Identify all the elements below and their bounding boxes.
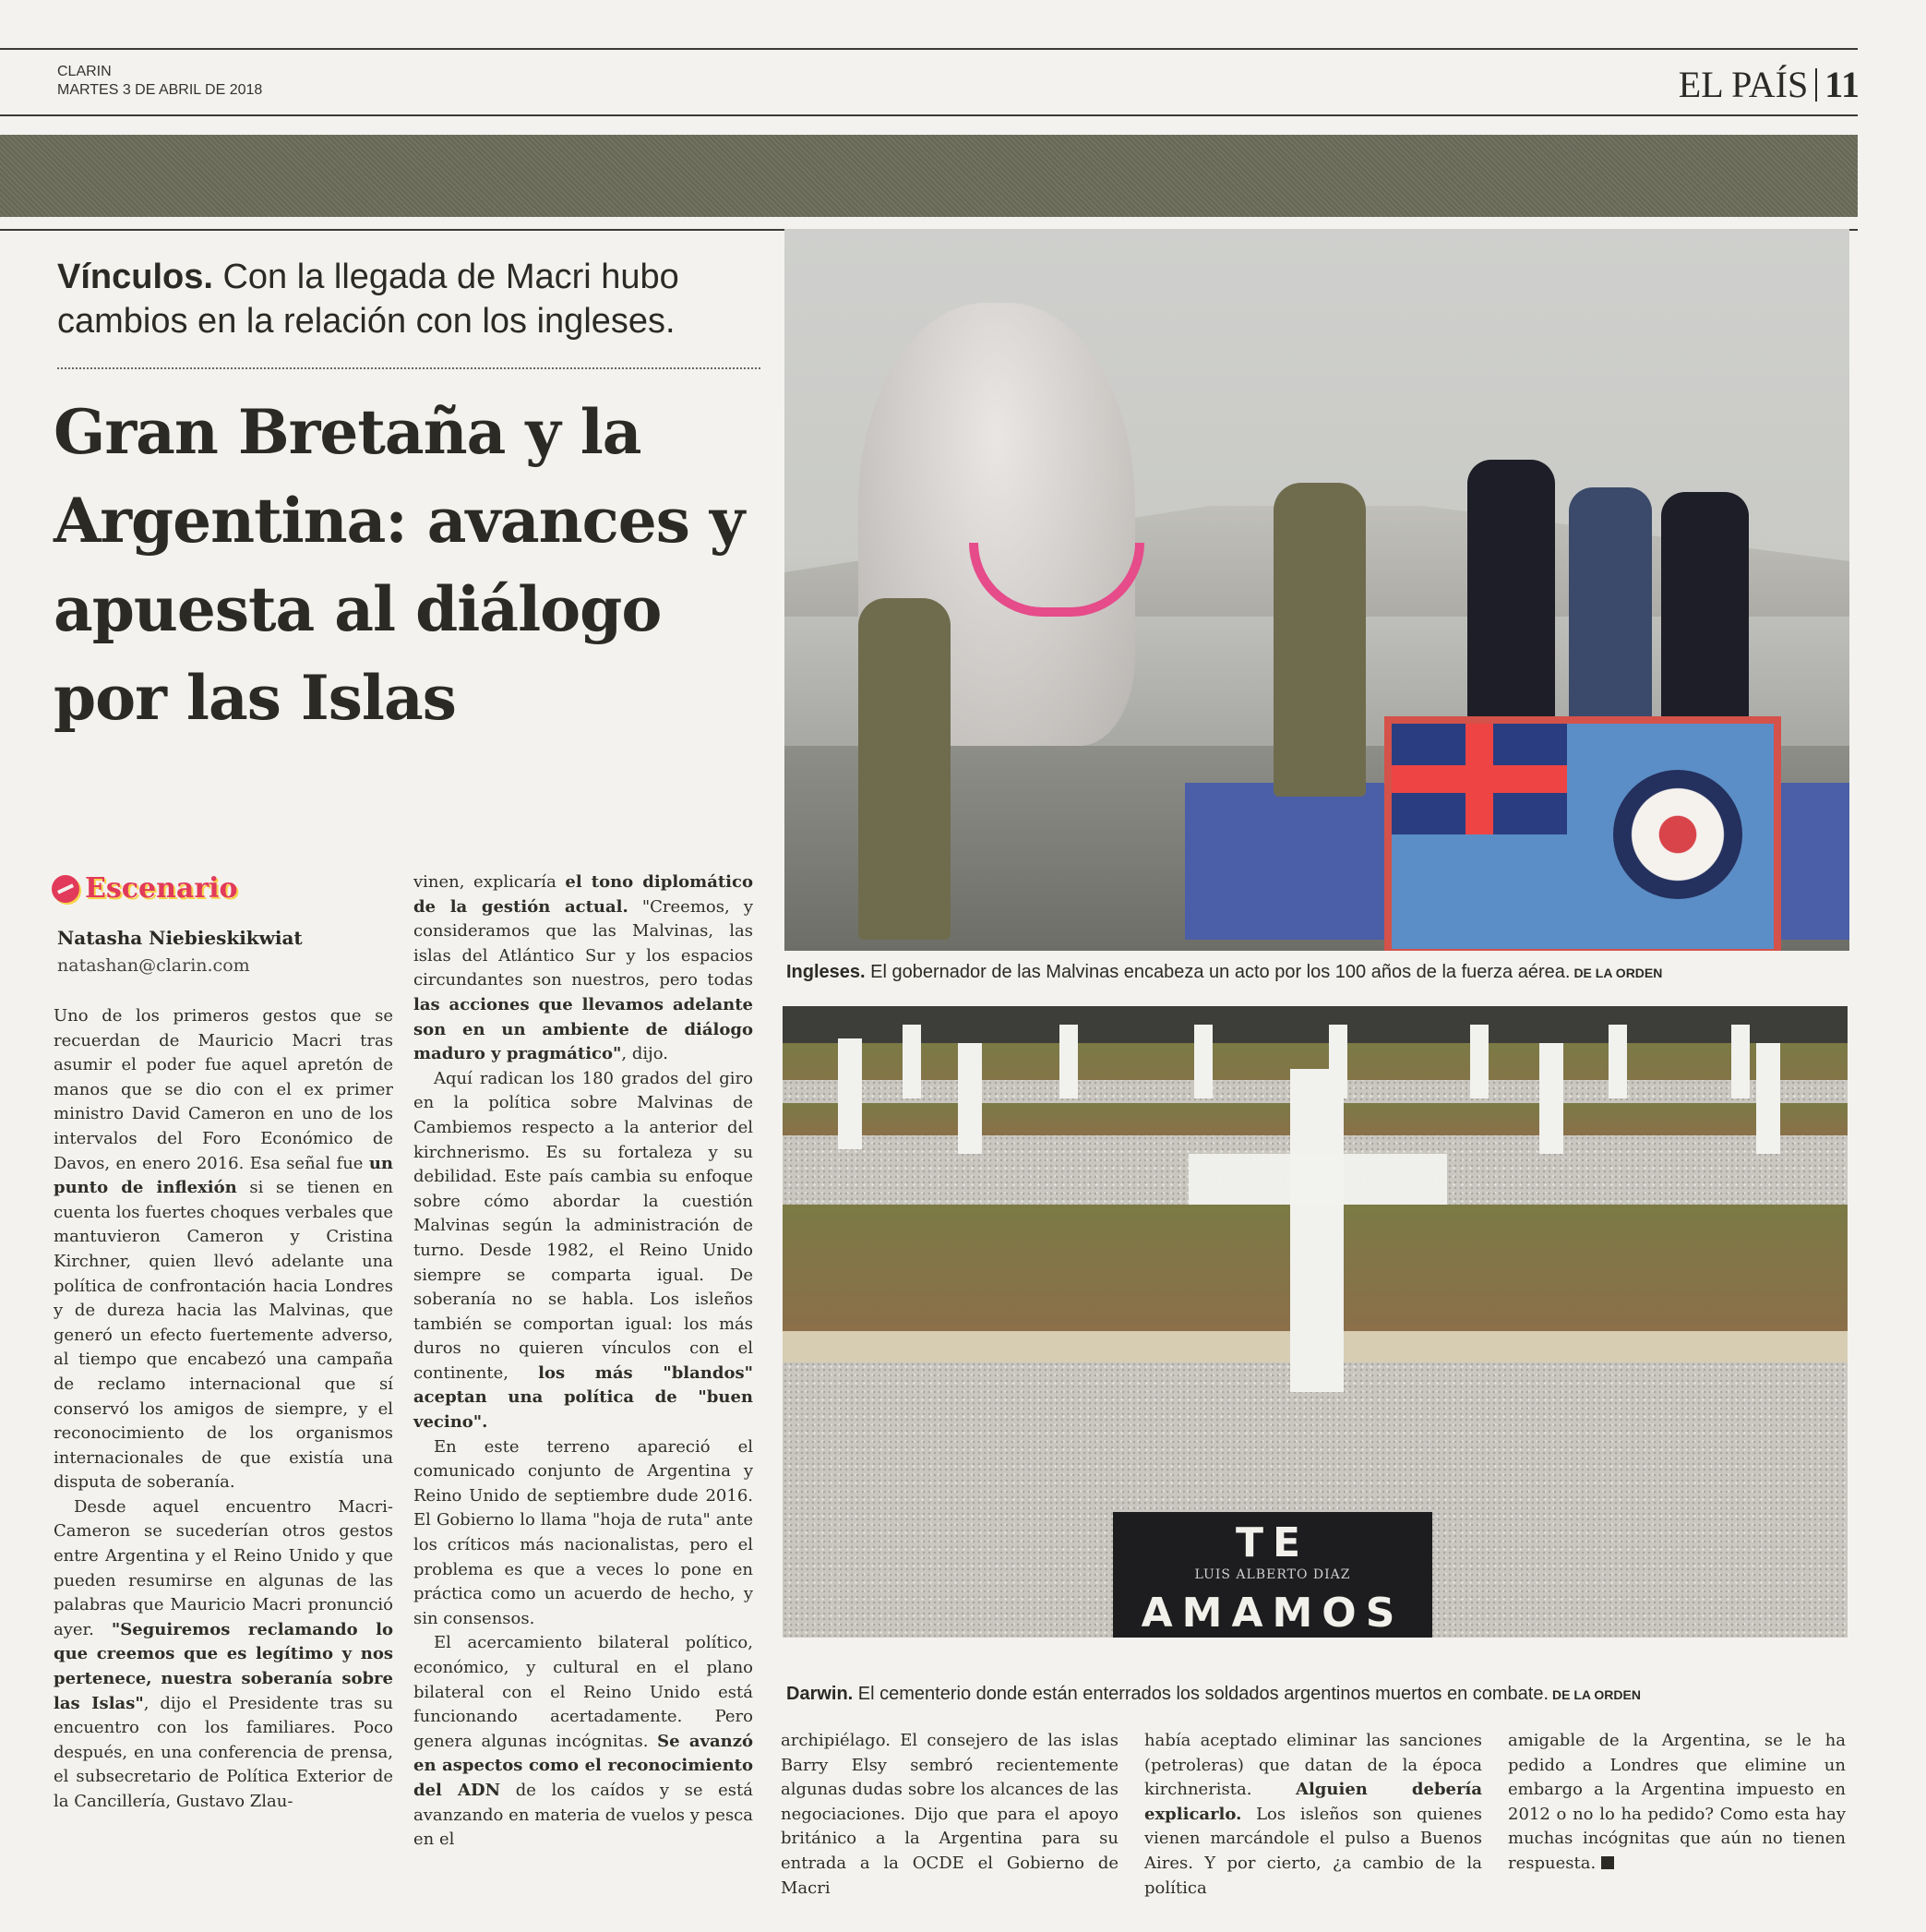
paragraph	[54, 1004, 393, 1495]
text-run: si se tienen en cuenta los fuertes choques verbales que mantuvieron Cameron y Cristina Kirchner, quien llevó adelante una política de confrontación hacia Londres y de dureza hacia las Malvinas, que generó un efecto fuertemente adverso, al tiempo que encabezó una campaña de reclamo internacional que sí conservó los amigos de siempre, y el reconocimiento de los organismos internacionales de que existía una disputa de soberanía.	[54, 1178, 393, 1493]
raf-roundel	[1613, 770, 1742, 899]
plaque-message-bottom: AMAMOS	[1141, 1590, 1405, 1637]
chaplain-figure	[1274, 483, 1366, 797]
author-email[interactable]: natashan@clarin.com	[57, 955, 250, 976]
author-name: Natasha Niebieskikwiat	[57, 927, 303, 949]
paragraph	[54, 1495, 393, 1815]
end-of-article-mark	[1601, 1856, 1614, 1869]
kicker-label: Vínculos.	[57, 258, 213, 296]
text-run: vinen, explicaría	[413, 872, 566, 892]
text-run: había aceptado eliminar las sanciones (petroleras) que datan de la época kirchnerista.	[1144, 1731, 1482, 1800]
issue-date: MARTES 3 DE ABRIL DE 2018	[57, 82, 263, 98]
cross	[1539, 1043, 1563, 1154]
cross	[1059, 1025, 1078, 1098]
top-rule	[0, 48, 1858, 50]
section-name: EL PAÍS	[1678, 64, 1809, 105]
masthead-left	[57, 63, 262, 100]
caption-label: Ingleses.	[786, 962, 866, 982]
masthead-bottom-rule	[0, 114, 1858, 116]
text-run: El acercamiento bilateral político, económico, y cultural en el plano bilateral con el Reino Unido está funcionando acertadamente. Pero genera algunas incógnitas.	[413, 1633, 753, 1751]
raf-officer-figure	[1569, 487, 1652, 727]
text-run: , dijo el Presidente tras su encuentro con los familiares. Poco después, en una conferencia de prensa, el subsecretario de Política Exterior de la Cancillería, Gustavo Zlau-	[54, 1693, 394, 1811]
photo-credit: DE LA ORDEN	[1573, 966, 1663, 980]
paragraph	[413, 1435, 753, 1632]
main-cross	[1290, 1069, 1344, 1392]
army-officer-figure	[1661, 492, 1749, 727]
section-separator	[1815, 68, 1817, 102]
cross	[1470, 1025, 1489, 1098]
caption-text: El gobernador de las Malvinas encabeza un acto por los 100 años de la fuerza aérea.	[865, 962, 1571, 982]
cross	[1756, 1043, 1780, 1154]
body-column-4	[1144, 1729, 1482, 1901]
grave-plaque	[1113, 1512, 1432, 1638]
paper-name: CLARIN	[57, 64, 112, 79]
cross	[958, 1043, 982, 1154]
kicker	[57, 255, 759, 343]
body-column-1	[54, 1004, 393, 1815]
body-column-3	[781, 1729, 1119, 1901]
bold-run: Alguien debería explicarlo.	[1144, 1780, 1482, 1824]
gray-header-band	[0, 135, 1858, 217]
caption-text: El cementerio donde están enterrados los soldados argentinos muertos en combate.	[853, 1684, 1549, 1704]
main-cross-arm	[1189, 1154, 1447, 1205]
text-run: Desde aquel encuentro Macri-Cameron se sucederían otros gestos entre Argentina y el Reino Unido y que pueden resumirse en algunas de las palabras que Mauricio Macri pronunció ayer.	[54, 1496, 393, 1639]
section-tag-label: Escenario	[85, 872, 238, 905]
text-run: amigable de la Argentina, se le ha pedido a Londres que elimine un embargo a la Argentina impuesto en 2012 o no lo ha pedido? Como esta hay muchas incógnitas que aún no tienen respuesta.	[1508, 1731, 1846, 1873]
body-column-5	[1508, 1729, 1846, 1877]
raf-ensign-flag	[1384, 716, 1781, 951]
paragraph	[413, 1631, 753, 1852]
paragraph	[413, 870, 753, 1067]
paragraph	[781, 1729, 1119, 1901]
clarin-logo-icon	[52, 875, 79, 903]
cross	[838, 1038, 862, 1149]
plaque-name: LUIS ALBERTO DIAZ	[1194, 1567, 1351, 1582]
text-run: archipiélago. El consejero de las islas Barry Elsy sembró recientemente algunas dudas sobre los alcances de las negociaciones. Dijo que para el apoyo británico a la Argentina para su entrada a la OCDE el Gobierno de Macri	[781, 1731, 1119, 1898]
caption-label: Darwin.	[786, 1684, 854, 1704]
photo-credit: DE LA ORDEN	[1552, 1687, 1641, 1702]
headline: Gran Bretaña y la Argentina: avances y apuesta al diálogo por las Islas	[54, 396, 745, 734]
bold-run: los más "blandos" aceptan una política de "buen vecino".	[413, 1362, 753, 1433]
plaque-message-top: TE	[1235, 1519, 1310, 1566]
governor-figure	[1467, 460, 1555, 727]
cross	[1194, 1025, 1213, 1098]
paragraph	[413, 1067, 753, 1435]
bold-run: Se avanzó en aspectos como el reconocimiento del ADN	[413, 1731, 753, 1800]
bold-run: el tono diplomático de la gestión actual.	[413, 872, 753, 917]
text-run: de los caídos y se está avanzando en materia de vuelos y pesca en el	[413, 1780, 753, 1850]
text-run: , dijo.	[621, 1044, 668, 1064]
guard-soldier	[858, 598, 951, 940]
text-run: Uno de los primeros gestos que se recuerdan de Mauricio Macri tras asumir el poder fue aquel apretón de manos que se dio con el ex primer ministro David Cameron en uno de los intervalos del Foro Económico de Davos, en enero 2016. Esa señal fue	[54, 1006, 393, 1173]
photo-ceremony	[784, 229, 1849, 951]
cross	[1609, 1025, 1627, 1098]
bold-run: las acciones que llevamos adelante son en un ambiente de diálogo maduro y pragmático"	[413, 994, 753, 1064]
text-run: "Creemos, y consideramos que las Malvinas, las islas del Atlántico Sur y los espacios circundantes son nuestros, pero todas	[413, 896, 753, 990]
page-number: 11	[1824, 64, 1860, 105]
paragraph	[1144, 1729, 1482, 1901]
photo-cemetery	[783, 1006, 1848, 1638]
text-run: En este terreno apareció el comunicado conjunto de Argentina y Reino Unido de septiembre dude 2016. El Gobierno lo llama "hoja de ruta" ante los críticos más nacionalistas, pero el problema es que a veces lo pone en práctica como un acuerdo de hecho, y sin consensos.	[413, 1436, 753, 1628]
masthead-right	[1679, 65, 1860, 105]
text-run: Los isleños son quienes vienen marcándole el pulso a Buenos Aires. Y por cierto, ¿a cambio de la política	[1144, 1804, 1482, 1898]
paragraph	[1508, 1729, 1846, 1877]
photo-caption-top	[786, 960, 1662, 985]
bold-run: un punto de inflexión	[54, 1153, 393, 1198]
kicker-text: Con la llegada de Macri hubo cambios en la relación con los ingleses.	[57, 258, 679, 341]
kicker-divider	[57, 367, 760, 369]
photo-caption-bottom	[786, 1682, 1641, 1707]
body-column-2	[413, 870, 753, 1853]
background-fence	[783, 1006, 1848, 1043]
text-run: Aquí radican los 180 grados del giro en la política sobre Malvinas de Cambiemos respecto a la anterior del kirchnerismo. Es su fortaleza y su debilidad. Este país cambia su enfoque sobre cómo abordar la cuestión Malvinas según la administración de turno. Desde 1982, el Reino Unido siempre se comparta igual. De soberanía no se habla. Los isleños también se comportan igual: los más duros no quieren vínculos con el continente,	[413, 1068, 753, 1383]
cross	[903, 1025, 921, 1098]
cross	[1731, 1025, 1750, 1098]
bold-run: "Seguiremos reclamando lo que creemos que es legítimo y nos pertenece, nuestra soberanía sobre las Islas"	[54, 1619, 393, 1713]
union-jack-canton	[1392, 724, 1567, 834]
section-tag	[52, 872, 238, 905]
